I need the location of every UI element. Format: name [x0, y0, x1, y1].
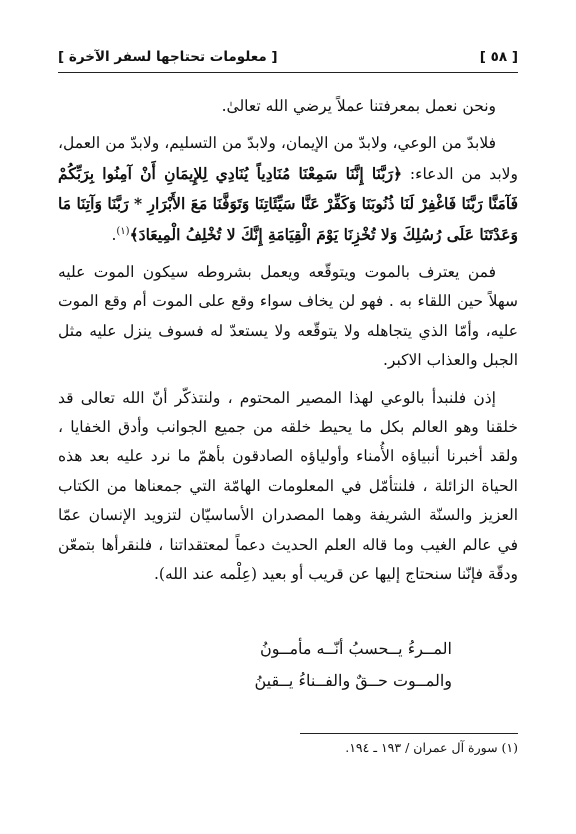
- poem-line-2: والمــوت حــقٌ والفــناءُ يــقينُ: [254, 671, 452, 690]
- page-number: [ ٥٨ ]: [479, 49, 518, 65]
- footnote-rule: [300, 733, 518, 734]
- header-rule: [58, 72, 518, 73]
- paragraph-3: فمن يعترف بالموت ويتوقّعه ويعمل بشروطه سيكون الموت عليه سهلاً حين اللقاء به . فهو لن يخاف سواء وقع على الموت أم وقع الموت عليه، وأمّا الذي يتجاهله ولا يتوقّعه ولا يستعدّ له فسوف ينزل عليه مثل الجبل والعذاب الاكبر.: [58, 263, 518, 370]
- footnote: (١) سورة آل عمران / ١٩٣ ـ ١٩٤.: [345, 740, 518, 755]
- poem-line-1: المــرءُ يــحسبُ أنّــه مأمــونُ: [260, 639, 452, 658]
- paragraph-2: [58, 129, 518, 250]
- poem: [58, 633, 518, 697]
- quran-verse: ﴿رَبَّنَا إِنَّنَا سَمِعْنَا مُنَادِياً يُنَادِي لِلإِيمَانِ أَنْ آمِنُوا بِرَبِّكُمْ فَآمَنَّا رَبَّنَا فَاغْفِرْ لَنَا ذُنُوبَنَا وَكَفِّرْ عَنَّا سَيِّئَاتِنَا وَتَوَفَّنَا مَعَ الأَبْرَارِ * رَبَّنَا وَآتِنَا مَا وَعَدْتَنَا عَلَى رُسُلِكَ وَلا تُخْزِنَا يَوْمَ الْقِيَامَةِ إِنَّكَ لا تُخْلِفُ الْمِيعَادَ﴾: [58, 163, 518, 244]
- page-header: [58, 44, 518, 70]
- paragraph-4: إذن فلنبدأ بالوعي لهذا المصير المحتوم ، ولنتذكّر أنّ الله تعالى قد خلقنا وهو العالم بكل ما يحيط خلقه من جميع الجوانب وأدق الخفايا ، ولقد أخبرنا أنبياؤه الأُمناء وأولياؤه الصادقون بأهمّ ما نرد عليه بعد هذه الحياة الزائلة ، فلنتأمّل في المعلومات الهامّة التي جمعناها من الكتاب العزيز والسنّة الشريفة وهما المصدران الأساسيّان لتزويد الإنسان عمّا في عالم الغيب وما قاله العلم الحديث دعماً لمعتقداتنا ، فلنقرأها بتمعّن ودقّة فإنّنا سنحتاج إليها عن قريب أو بعيد (عِلْمه عند الله).: [58, 388, 518, 584]
- footnote-reference: (١): [116, 225, 130, 237]
- paragraph-2-end: .: [111, 225, 117, 244]
- running-title: [ معلومات تحتاجها لسفر الآخرة ]: [58, 49, 278, 65]
- paragraph-2-text: فلابدّ من الوعي، ولابدّ من الإيمان، ولابدّ من التسليم، ولابدّ من العمل، ولابد من الدعاء:: [58, 134, 518, 183]
- main-text: [58, 92, 518, 590]
- paragraph-1: ونحن نعمل بمعرفتنا عملاً يرضي الله تعالىٰ.: [221, 97, 496, 115]
